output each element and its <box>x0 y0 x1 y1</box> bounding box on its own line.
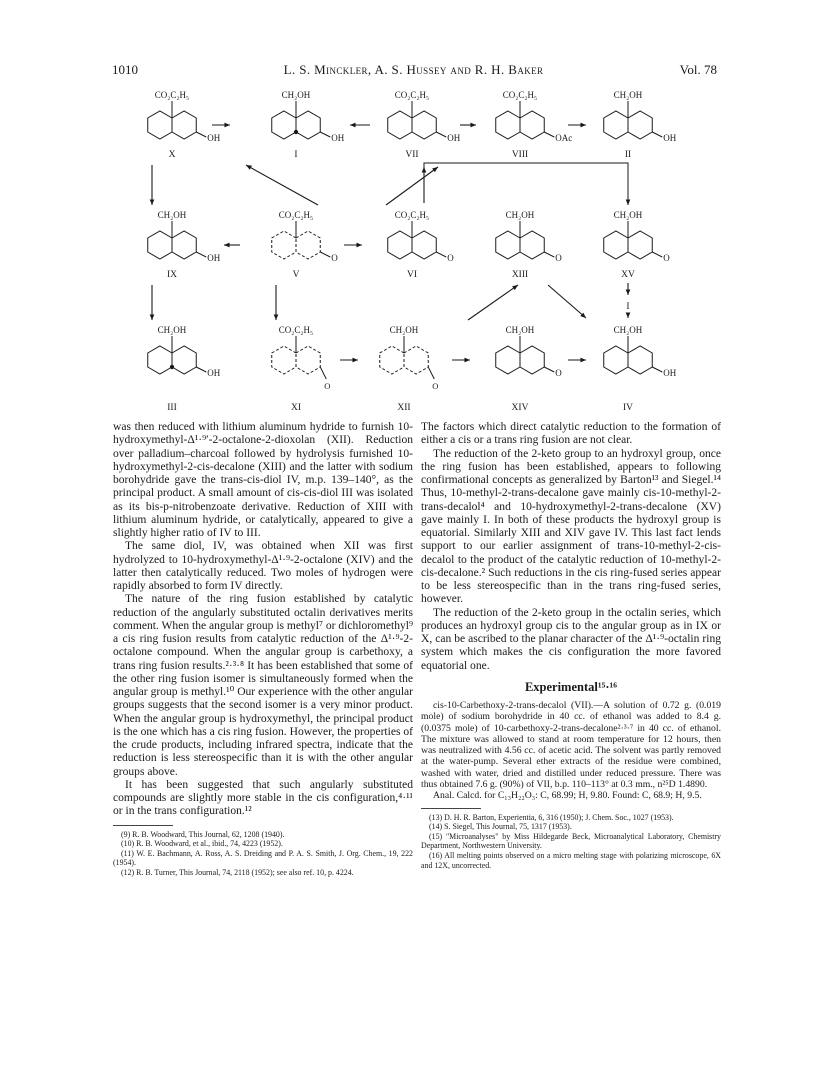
substituent-bond <box>320 252 330 257</box>
arrow-head <box>356 243 362 248</box>
angular-substituent: CH₂OH <box>505 325 535 335</box>
arrow-head <box>580 358 586 363</box>
ketal-oxygen: O <box>324 381 331 391</box>
left-paragraph: It has been suggested that such angularly substituted compounds are slightly more stable in the cis configuration,⁴·¹¹ or in the trans configuration.¹² <box>113 778 413 818</box>
volume-label: Vol. 78 <box>679 62 717 77</box>
compound-label: XIII <box>511 270 529 280</box>
decalin-ring-right <box>172 231 196 259</box>
substituent-bond <box>544 252 554 257</box>
footnote: (9) R. B. Woodward, This Journal, 62, 1208 (1940). <box>121 829 285 839</box>
ring-substituent: OAc <box>555 133 573 143</box>
angular-substituent: CO₂C₂H₅ <box>394 210 430 220</box>
left-paragraph: was then reduced with lithium aluminum hydride to furnish 10-hydroxymethyl-Δ¹·⁹′-2-octalone-2-dioxolan (XII). Reduction over palladium–charcoal followed by hydrolysis furnished 10-hydroxymethyl-2-cis-decalone (XIII) and the latter with sodium borohydride gave the trans-cis-diol IV, m.p. 139–140°, as the principal product. A small amount of cis-cis-diol III was isolated as its bis-p-nitrobenzoate derivative. Reduction of XIII with lithium aluminum hydride, or catalytically, appeared to give a slightly higher ratio of IV to III. <box>113 421 413 539</box>
substituent-bond <box>196 367 206 372</box>
decalin-ring-left <box>388 231 412 259</box>
compound-label: IX <box>166 270 178 280</box>
arrow-head <box>224 123 230 128</box>
ring-substituent: OH <box>207 368 221 378</box>
angular-substituent: CH₂OH <box>281 90 311 100</box>
decalin-ring-right <box>172 111 196 139</box>
arrow-head <box>512 285 518 290</box>
decalin-ring-left <box>604 111 628 139</box>
decalin-ring-right <box>404 346 428 374</box>
arrow-head <box>626 199 631 205</box>
decalin-ring-left <box>148 346 172 374</box>
compound-label: IV <box>622 403 634 413</box>
ring-substituent: O <box>331 253 338 263</box>
ring-substituent: O <box>663 253 670 263</box>
decalin-ring-left <box>388 111 412 139</box>
arrow-head <box>150 199 155 205</box>
footnote: (16) All melting points observed on a micro melting stage with polarizing microscope, 6X and 12X, uncorrected. <box>421 851 721 870</box>
footnote: (10) R. B. Woodward, et al., ibid., 74, 4223 (1952). <box>121 839 283 849</box>
left-footnotes <box>113 830 413 878</box>
angular-substituent: CO₂C₂H₅ <box>278 210 314 220</box>
decalin-ring-left <box>272 111 296 139</box>
footnote-rule <box>421 808 481 809</box>
decalin-ring-left <box>496 111 520 139</box>
left-paragraph: The same diol, IV, was obtained when XII was first hydrolyzed to 10-hydroxymethyl-Δ¹·⁹-2-octalone (XIV) and the latter then catalytically reduced. Two moles of hydrogen were rapidly absorbed to form IV directly. <box>113 540 413 592</box>
reaction-arrow <box>548 285 586 318</box>
arrow-head <box>352 358 358 363</box>
bracket-line <box>424 163 628 205</box>
compound-label: VII <box>405 150 419 160</box>
experimental-section <box>421 700 721 802</box>
arrow-head <box>350 123 356 128</box>
decalin-ring-left <box>272 231 296 259</box>
substituent-bond <box>436 252 446 257</box>
substituent-bond <box>196 132 206 137</box>
substituent-bond <box>652 132 662 137</box>
reaction-scheme <box>108 80 728 425</box>
right-paragraph: The factors which direct catalytic reduction to the formation of either a cis or a trans ring fusion are not clear. <box>421 421 721 447</box>
right-paragraph: The reduction of the 2-keto group to an hydroxyl group, once the ring fusion has been established, appears to following confirmational concepts as generalized by Barton¹³ and Siegel.¹⁴ Thus, 10-methyl-2-trans-decalone gave mainly cis-10-methyl-2-trans-decalol⁴ and 10-hydroxymethyl-2-trans-decalone (XV) gave mainly I. In both of these products the hydroxyl group is equatorial. Similarly XIII and XIV gave IV. This last fact lends support to our earlier assignment of trans-10-methyl-2-cis-decalol to the product of the catalytic reduction of 10-methyl-2-cis-decalone.² Such reductions in the cis ring-fused series appear to be less stereospecific than in the trans ring-fused series, however. <box>421 447 721 606</box>
decalin-ring-right <box>520 231 544 259</box>
decalin-ring-right <box>520 346 544 374</box>
decalin-ring-right <box>296 231 320 259</box>
ring-substituent: OH <box>207 133 221 143</box>
arrow-head <box>580 123 586 128</box>
compound-label: VI <box>406 270 418 280</box>
decalin-ring-left <box>604 231 628 259</box>
left-column <box>113 421 413 877</box>
reaction-arrow <box>246 165 318 205</box>
decalin-ring-right <box>412 111 436 139</box>
decalin-ring-right <box>296 346 320 374</box>
angular-substituent: CO₂C₂H₅ <box>154 90 190 100</box>
ring-substituent: OH <box>331 133 345 143</box>
substituent-bond <box>544 367 554 372</box>
decalin-ring-left <box>380 346 404 374</box>
substituent-bond <box>436 132 446 137</box>
right-paragraph: The reduction of the 2-keto group in the octalin series, which produces an hydroxyl group cis to the angular group as in IX or X, can be ascribed to the planar character of the Δ¹·⁹-octalin ring system which makes the cis configuration the more favored equatorial one. <box>421 606 721 672</box>
reaction-arrow <box>386 167 438 205</box>
angular-substituent: CH₂OH <box>613 325 643 335</box>
ring-substituent: O <box>555 253 562 263</box>
footnote: (15) "Microanalyses" by Miss Hildegarde Beck, Microanalytical Laboratory, Chemistry Department, Northwestern University. <box>421 831 721 851</box>
right-column <box>421 421 721 870</box>
arrow-head <box>464 358 470 363</box>
decalin-ring-right <box>296 111 320 139</box>
running-header-authors: L. S. Minckler, A. S. Hussey and R. H. Baker <box>283 62 544 77</box>
ring-substituent: OH <box>663 368 677 378</box>
substituent-bond <box>652 367 662 372</box>
decalin-ring-left <box>272 346 296 374</box>
decalin-ring-left <box>148 231 172 259</box>
arrow-head <box>470 123 476 128</box>
arrow-head <box>274 314 279 320</box>
arrow-head <box>626 312 631 318</box>
decalin-ring-right <box>172 346 196 374</box>
right-footnotes <box>421 813 721 871</box>
substituent-bond <box>320 132 330 137</box>
compound-label: XIV <box>511 403 529 413</box>
decalin-ring-left <box>496 346 520 374</box>
footnote: (13) D. H. R. Barton, Experientia, 6, 316 (1950); J. Chem. Soc., 1027 (1953). <box>429 812 674 822</box>
footnote: (14) S. Siegel, This Journal, 75, 1317 (1953). <box>429 822 572 832</box>
arrow-head <box>432 167 438 172</box>
ring-substituent: OH <box>447 133 461 143</box>
ketal-bond <box>428 367 434 379</box>
decalin-ring-right <box>628 231 652 259</box>
decalin-ring-right <box>628 346 652 374</box>
angular-substituent: CH₂OH <box>389 325 419 335</box>
decalin-ring-right <box>520 111 544 139</box>
decalin-ring-left <box>496 231 520 259</box>
arrow-head <box>224 243 230 248</box>
arrow-head <box>626 289 631 295</box>
compound-label: X <box>168 150 176 160</box>
left-paragraph: The nature of the ring fusion established by catalytic reduction of the angularly substituted octalin derivatives merits comment. When the angular group is methyl⁷ or dichloromethyl⁹ a cis ring fusion results from catalytic reduction of the Δ¹·⁹-2-octalone compound. When the angular group is carbethoxy, a trans ring fusion results.²·³·⁸ It has been established that some of the other ring fusion isomer is simultaneously formed when the angular group is methyl.¹⁰ Our experience with the other angular groups suggests that the second isomer is a very minor product. When the angular group is hydroxymethyl, the principal product is the one which has a cis ring fusion. However, the properties of the crude products, including infrared spectra, indicate that the reduction is less stereospecific than it is with the other angular groups above. <box>113 593 413 778</box>
ring-substituent: OH <box>663 133 677 143</box>
ketal-bond <box>320 367 326 379</box>
footnote-rule <box>113 825 173 826</box>
compound-label: III <box>167 403 177 413</box>
experimental-paragraph: Anal. Calcd. for C₁₃H₂₂O₃: C, 68.99; H, 9.80. Found: C, 68.9; H, 9.5. <box>433 790 702 802</box>
compound-label: II <box>624 150 632 160</box>
decalin-ring-right <box>412 231 436 259</box>
experimental-heading: Experimental¹⁵·¹⁶ <box>524 679 618 694</box>
angular-substituent: CH₂OH <box>613 90 643 100</box>
page-number: 1010 <box>112 62 138 77</box>
arrow-head <box>150 314 155 320</box>
arrow-head <box>422 167 427 173</box>
angular-substituent: CH₂OH <box>157 325 187 335</box>
substituent-bond <box>652 252 662 257</box>
substituent-bond <box>544 132 554 137</box>
decalin-ring-left <box>604 346 628 374</box>
decalin-ring-left <box>148 111 172 139</box>
substituent-bond <box>196 252 206 257</box>
experimental-paragraph: cis-10-Carbethoxy-2-trans-decalol (VII).—A solution of 0.72 g. (0.019 mole) of sodium borohydride in 40 cc. of ethanol was added to 8.4 g. (0.0375 mole) of 10-carbethoxy-2-trans-decalone²·³·⁷ in 40 cc. of ethanol. The mixture was allowed to stand at room temperature for 12 hours, then was neutralized with 4.56 cc. of acetic acid. The solvent was partly removed at the water-pump. Several ether extracts of the residue were combined, washed with water, dried and distilled under reduced pressure. There was thus obtained 7.6 g. (90%) of VII, b.p. 110–113° at 0.3 mm., n²⁵D 1.4890. <box>421 700 721 791</box>
angular-substituent: CH₂OH <box>157 210 187 220</box>
angular-substituent: CO₂C₂H₅ <box>394 90 430 100</box>
angular-substituent: CO₂C₂H₅ <box>278 325 314 335</box>
footnote: (12) R. B. Turner, This Journal, 74, 2118 (1952); see also ref. 10, p. 4224. <box>121 867 354 877</box>
compound-label: I <box>294 150 298 160</box>
compound-label: XII <box>397 403 411 413</box>
compound-label: XV <box>621 270 635 280</box>
compound-label: VIII <box>511 150 529 160</box>
compound-label: I <box>626 302 630 312</box>
decalin-ring-right <box>628 111 652 139</box>
ring-substituent: OH <box>207 253 221 263</box>
reaction-arrow <box>468 285 518 320</box>
angular-substituent: CH₂OH <box>505 210 535 220</box>
footnote: (11) W. E. Bachmann, A. Ross, A. S. Dreiding and P. A. S. Smith, J. Org. Chem., 19, 222 (1954). <box>113 848 413 868</box>
compound-label: XI <box>290 403 302 413</box>
angular-substituent: CO₂C₂H₅ <box>502 90 538 100</box>
ketal-oxygen: O <box>432 381 439 391</box>
compound-label: V <box>292 270 300 280</box>
ring-substituent: O <box>447 253 454 263</box>
angular-substituent: CH₂OH <box>613 210 643 220</box>
ring-substituent: O <box>555 368 562 378</box>
hydrogen-dot <box>170 365 174 369</box>
hydrogen-dot <box>294 130 298 134</box>
